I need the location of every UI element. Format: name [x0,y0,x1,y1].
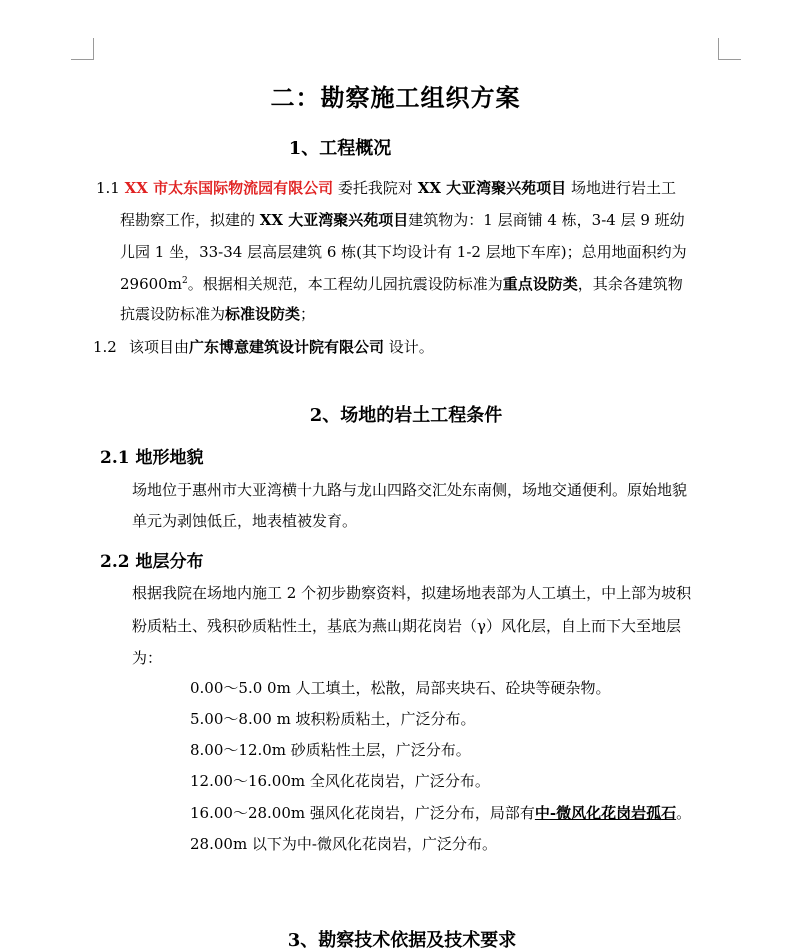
crop-mark-right-horizontal [718,59,741,60]
sub-2-1-line-2: 单元为剥蚀低丘，地表植被发育。 [132,512,358,530]
key-category: 重点设防类 [502,275,578,293]
client-company: XX 市太东国际物流园有限公司 [124,179,334,197]
text-segment: ； [300,305,316,323]
layer-item: 12.00～16.00m 全风化花岗岩，广泛分布。 [190,772,490,790]
para-1-1-line-5 [120,304,315,324]
text-segment: 16.00～28.00m 强风化花岗岩，广泛分布，局部有 [190,804,535,822]
para-1-1-number: 1.1 [96,179,120,197]
text-segment: 设计。 [384,338,434,356]
text-segment: 场地进行岩土工 [566,179,676,197]
standard-category: 标准设防类 [225,305,301,323]
layer-item-5 [190,803,691,823]
layer-item: 5.00～8.00 m 坡积粉质粘土，广泛分布。 [190,710,476,728]
sub-2-2-line-3: 为： [132,649,163,667]
subsection-2-1-heading: 2.1 地形地貌 [100,448,204,468]
text-segment: 。根据相关规范，本工程幼儿园抗震设防标准为 [187,275,503,293]
text-segment: 抗震设防标准为 [120,305,226,323]
para-1-1-line-1 [96,178,676,198]
section-3-heading: 3、勘察技术依据及技术要求 [287,930,517,951]
sub-2-2-line-2: 粉质粘土、残积砂质粘性土，基底为燕山期花岗岩（γ）风化层，自上而下大至地层 [132,617,681,635]
para-1-1-line-4 [120,274,683,294]
para-1-2-number: 1.2 [93,338,117,356]
superscript: 2 [181,276,188,286]
boulder-note: 中-微风化花岗岩孤石 [534,804,677,822]
project-name-2: XX 大亚湾聚兴苑项目 [259,211,409,229]
para-1-1-line-3: 儿园 1 坐，33-34 层高层建筑 6 栋(其下均设计有 1-2 层地下车库)；总用地面积约为 [120,243,687,261]
crop-mark-left-vertical [93,38,94,60]
text-segment: ，其余各建筑物 [577,275,683,293]
text-segment: 委托我院对 [333,179,418,197]
layer-item: 8.00～12.0m 砂质粘性土层，广泛分布。 [190,741,471,759]
para-1-2 [93,337,434,357]
section-1-heading: 1、工程概况 [288,138,392,159]
text-segment: 。 [676,804,692,822]
crop-mark-right-vertical [718,38,719,60]
project-name: XX 大亚湾聚兴苑项目 [417,179,567,197]
crop-mark-left-horizontal [71,59,94,60]
text-segment: 29600m [120,275,182,293]
subsection-2-2-heading: 2.2 地层分布 [100,552,204,572]
layer-item-6: 28.00m 以下为中-微风化花岗岩，广泛分布。 [190,835,498,853]
design-company: 广东博意建筑设计院有限公司 [189,338,385,356]
layer-item: 0.00～5.0 0m 人工填土，松散，局部夹块石、砼块等硬杂物。 [190,679,611,697]
text-segment: 建筑物为：1 层商铺 4 栋，3-4 层 9 班幼 [408,211,685,229]
text-segment: 该项目由 [129,338,190,356]
section-2-heading: 2、场地的岩土工程条件 [309,405,503,426]
page-title: 二：勘察施工组织方案 [270,83,521,112]
para-1-1-line-2 [120,210,685,230]
text-segment: 程勘察工作，拟建的 [120,211,260,229]
sub-2-1-line-1: 场地位于惠州市大亚湾横十九路与龙山四路交汇处东南侧，场地交通便利。原始地貌 [132,481,688,499]
sub-2-2-line-1: 根据我院在场地内施工 2 个初步勘察资料，拟建场地表部为人工填土，中上部为坡积 [132,584,692,602]
